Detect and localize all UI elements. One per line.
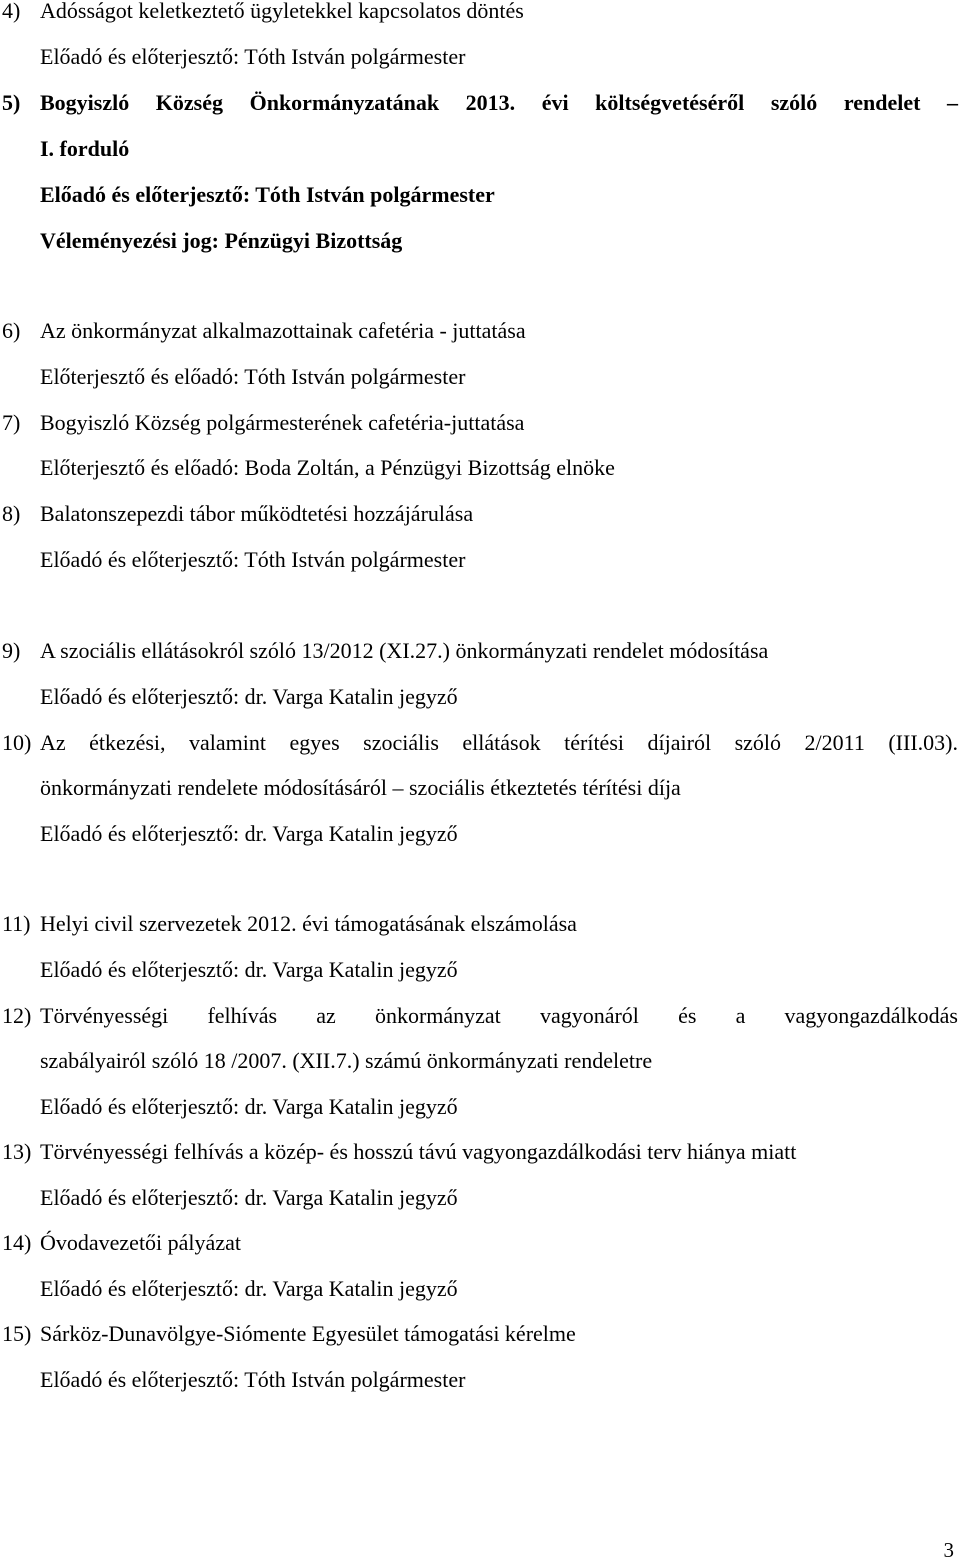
agenda-item-14 — [0, 1232, 960, 1256]
item-title: Sárköz-Dunavölgye-Siómente Egyesület támogatási kérelme — [40, 1321, 576, 1346]
item-presenter: Előadó és előterjesztő: Tóth István polgármester — [40, 547, 466, 572]
agenda-item-7 — [0, 412, 960, 436]
item-title: Adósságot keletkeztető ügyletekkel kapcsolatos döntés — [40, 0, 524, 23]
item-presenter: Előadó és előterjesztő: Tóth István polgármester — [40, 44, 466, 69]
item-title: Helyi civil szervezetek 2012. évi támogatásának elszámolása — [40, 911, 577, 936]
agenda-item-10 — [0, 732, 960, 756]
agenda-item-9 — [0, 640, 960, 664]
item-title-continuation: önkormányzati rendelete módosításáról – szociális étkeztetés térítési díja — [40, 775, 681, 800]
item-number: 6) — [2, 318, 21, 343]
item-number: 9) — [2, 638, 21, 663]
item-number: 5) — [2, 90, 21, 115]
item-number: 12) — [2, 1003, 32, 1028]
item-title: Törvényességi felhívás az önkormányzat vagyonáról és a vagyongazdálkodás — [40, 1003, 958, 1028]
item-title: Az étkezési, valamint egyes szociális ellátások térítési díjairól szóló 2/2011 (III.03). — [40, 730, 958, 755]
item-presenter: Előadó és előterjesztő: dr. Varga Katalin jegyző — [40, 957, 458, 982]
item-presenter: Előterjesztő és előadó: Tóth István polgármester — [40, 364, 466, 389]
item-title: Bogyiszló Község Önkormányzatának 2013. évi költségvetéséről szóló rendelet – — [40, 90, 958, 115]
item-presenter: Előadó és előterjesztő: dr. Varga Katalin jegyző — [40, 1094, 458, 1119]
item-opinion-right: Véleményezési jog: Pénzügyi Bizottság — [40, 228, 403, 253]
item-presenter: Előadó és előterjesztő: dr. Varga Katalin jegyző — [40, 684, 458, 709]
item-number: 11) — [2, 911, 31, 936]
item-presenter: Előadó és előterjesztő: dr. Varga Katalin jegyző — [40, 1185, 458, 1210]
item-title: A szociális ellátásokról szóló 13/2012 (XI.27.) önkormányzati rendelet módosítása — [40, 638, 769, 663]
agenda-item-15 — [0, 1323, 960, 1347]
agenda-item-4 — [0, 0, 960, 24]
item-number: 10) — [2, 730, 32, 755]
page-number: 3 — [943, 1538, 954, 1562]
item-title-continuation: szabályairól szóló 18 /2007. (XII.7.) számú önkormányzati rendeletre — [40, 1048, 653, 1073]
item-title: Balatonszepezdi tábor működtetési hozzájárulása — [40, 501, 474, 526]
agenda-item-8 — [0, 503, 960, 527]
agenda-item-11 — [0, 913, 960, 937]
agenda-item-6 — [0, 320, 960, 344]
item-number: 7) — [2, 410, 21, 435]
item-title: Az önkormányzat alkalmazottainak cafetéria - juttatása — [40, 318, 526, 343]
item-title-continuation: I. forduló — [40, 136, 130, 161]
item-presenter: Előadó és előterjesztő: dr. Varga Katalin jegyző — [40, 1276, 458, 1301]
item-title: Törvényességi felhívás a közép- és hosszú távú vagyongazdálkodási terv hiánya miatt — [40, 1139, 797, 1164]
item-presenter: Előterjesztő és előadó: Boda Zoltán, a Pénzügyi Bizottság elnöke — [40, 455, 615, 480]
item-number: 4) — [2, 0, 21, 23]
item-title: Bogyiszló Község polgármesterének cafetéria-juttatása — [40, 410, 525, 435]
item-title: Óvodavezetői pályázat — [40, 1230, 241, 1255]
item-number: 15) — [2, 1321, 32, 1346]
item-number: 13) — [2, 1139, 32, 1164]
item-presenter: Előadó és előterjesztő: dr. Varga Katalin jegyző — [40, 821, 458, 846]
item-presenter: Előadó és előterjesztő: Tóth István polgármester — [40, 182, 495, 207]
agenda-item-12 — [0, 1005, 960, 1029]
agenda-item-5 — [0, 92, 960, 116]
item-presenter: Előadó és előterjesztő: Tóth István polgármester — [40, 1367, 466, 1392]
item-number: 8) — [2, 501, 21, 526]
agenda-item-13 — [0, 1141, 960, 1165]
item-number: 14) — [2, 1230, 32, 1255]
